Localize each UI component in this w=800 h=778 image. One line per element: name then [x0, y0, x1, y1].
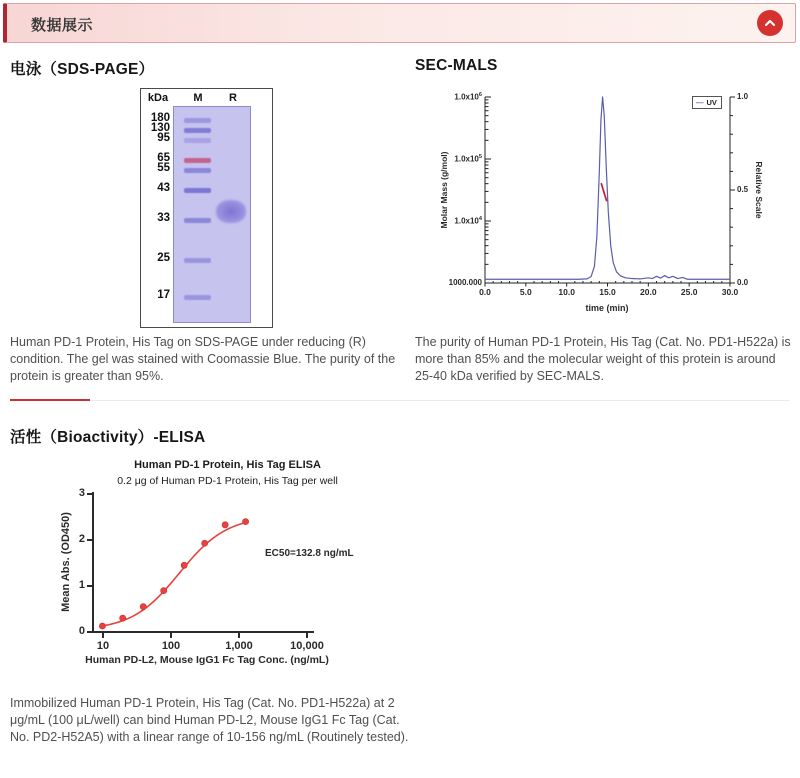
- uv-legend-label: UV: [706, 98, 717, 107]
- gel-lane-r-label: R: [229, 92, 237, 104]
- x-tick-30: 30.0: [721, 287, 739, 297]
- gel-lane-m-label: M: [193, 92, 203, 104]
- y-right-tick-0.5: 0.5: [737, 185, 749, 194]
- uv-legend-dash-icon: —: [696, 98, 704, 107]
- y-right-tick-1: 1.0: [737, 92, 749, 101]
- y-left-tick-4: $1.0x10^4$: [454, 216, 482, 226]
- marker-band-65kda: [184, 158, 211, 163]
- marker-band-25kda: [184, 258, 211, 263]
- elisa-y-tick-0: 0: [78, 625, 85, 637]
- elisa-y-tick-1: 1: [78, 579, 85, 591]
- ladder-label-33: 33: [157, 211, 170, 224]
- sec-mals-y-left-axis-title: Molar Mass (g/mol): [439, 151, 449, 229]
- ladder-label-180: 180: [150, 112, 170, 125]
- marker-band-130kda: [184, 128, 211, 133]
- sec-mals-legend: [692, 96, 722, 109]
- elisa-x-axis-title: Human PD-L2, Mouse IgG1 Fc Tag Conc. (ng/mL): [85, 654, 329, 666]
- elisa-plot: [55, 486, 400, 646]
- ladder-label-130: 130: [150, 122, 170, 134]
- section-divider: [10, 400, 790, 401]
- sds-page-caption: Human PD-1 Protein, His Tag on SDS-PAGE under reducing (R) condition. The gel was stained with Coomassie Blue. The purity of the protein is greater than 95%.: [10, 335, 396, 383]
- marker-band-55kda: [184, 168, 211, 173]
- y-left-tick-5: $1.0x10^5$: [454, 154, 482, 164]
- y-left-tick-3: 1000.000: [448, 278, 482, 287]
- sds-page-section-title: 电泳（SDS-PAGE）: [10, 61, 155, 78]
- ladder-label-25: 25: [157, 251, 170, 264]
- sec-mals-section-title: SEC-MALS: [415, 57, 498, 74]
- bioactivity-section-title: 活性（Bioactivity）-ELISA: [10, 429, 206, 446]
- elisa-chart: [55, 450, 400, 675]
- chevron-up-icon: [762, 15, 778, 31]
- marker-band-180kda: [184, 118, 211, 123]
- ec50-annotation: EC50=132.8 ng/mL: [265, 548, 354, 559]
- x-tick-5: 5.0: [519, 287, 532, 297]
- elisa-x-tick-4: 10,000: [290, 640, 324, 652]
- y-left-tick-6: $1.0x10^6$: [454, 92, 482, 102]
- elisa-plot-title: Human PD-1 Protein, His Tag ELISA: [134, 459, 321, 471]
- sec-mals-caption: The purity of Human PD-1 Protein, His Tag (Cat. No. PD1-H522a) is more than 85% and the molecular weight of this protein is around 25-40 kDa verified by SEC-MALS.: [415, 335, 791, 383]
- elisa-y-axis-title: Mean Abs. (OD450): [60, 512, 72, 612]
- x-tick-0: 0.0: [479, 287, 491, 297]
- marker-band-33kda: [184, 218, 211, 223]
- x-tick-25: 25.0: [680, 287, 698, 297]
- x-tick-20: 20.0: [640, 287, 657, 297]
- ladder-label-43: 43: [157, 181, 170, 194]
- gel-lane-area: [173, 106, 251, 323]
- sec-mals-chart: [415, 85, 800, 330]
- elisa-y-tick-2: 2: [78, 533, 85, 545]
- section-divider-accent: [10, 399, 90, 401]
- ladder-label-65: 65: [157, 151, 170, 164]
- elisa-x-tick-2: 100: [161, 640, 181, 652]
- ladder-label-17: 17: [157, 288, 170, 301]
- y-right-tick-0: 0.0: [737, 278, 749, 287]
- marker-band-17kda: [184, 295, 211, 300]
- sds-page-gel-figure: [140, 88, 273, 328]
- data-display-header: [3, 3, 796, 43]
- gel-unit-label: kDa: [147, 92, 169, 104]
- marker-band-95kda: [184, 138, 211, 143]
- ladder-label-55: 55: [157, 161, 170, 174]
- elisa-plot-subtitle: 0.2 μg of Human PD-1 Protein, His Tag per well: [117, 475, 338, 487]
- bioactivity-caption: Immobilized Human PD-1 Protein, His Tag (Cat. No. PD1-H522a) at 2 μg/mL (100 μL/well) can bind Human PD-L2, Mouse IgG1 Fc Tag (Cat. No. PD2-H52A5) with a linear range of 10-156 ng/mL (Routinely tested).: [10, 696, 409, 744]
- elisa-y-tick-3: 3: [78, 487, 85, 499]
- ladder-label-95: 95: [157, 131, 170, 144]
- sec-mals-y-right-axis-title: Relative Scale: [754, 161, 764, 219]
- elisa-x-tick-3: 1,000: [225, 640, 253, 652]
- marker-band-43kda: [184, 188, 211, 193]
- sample-band: [216, 200, 246, 223]
- x-tick-10: 10.0: [558, 287, 575, 297]
- page-title: 数据展示: [31, 17, 94, 34]
- collapse-section-button[interactable]: [757, 10, 783, 36]
- elisa-x-tick-1: 10: [96, 640, 110, 652]
- sec-mals-x-axis-title: time (min): [585, 303, 629, 313]
- sec-mals-plot: [425, 88, 745, 298]
- x-tick-15: 15.0: [599, 287, 616, 297]
